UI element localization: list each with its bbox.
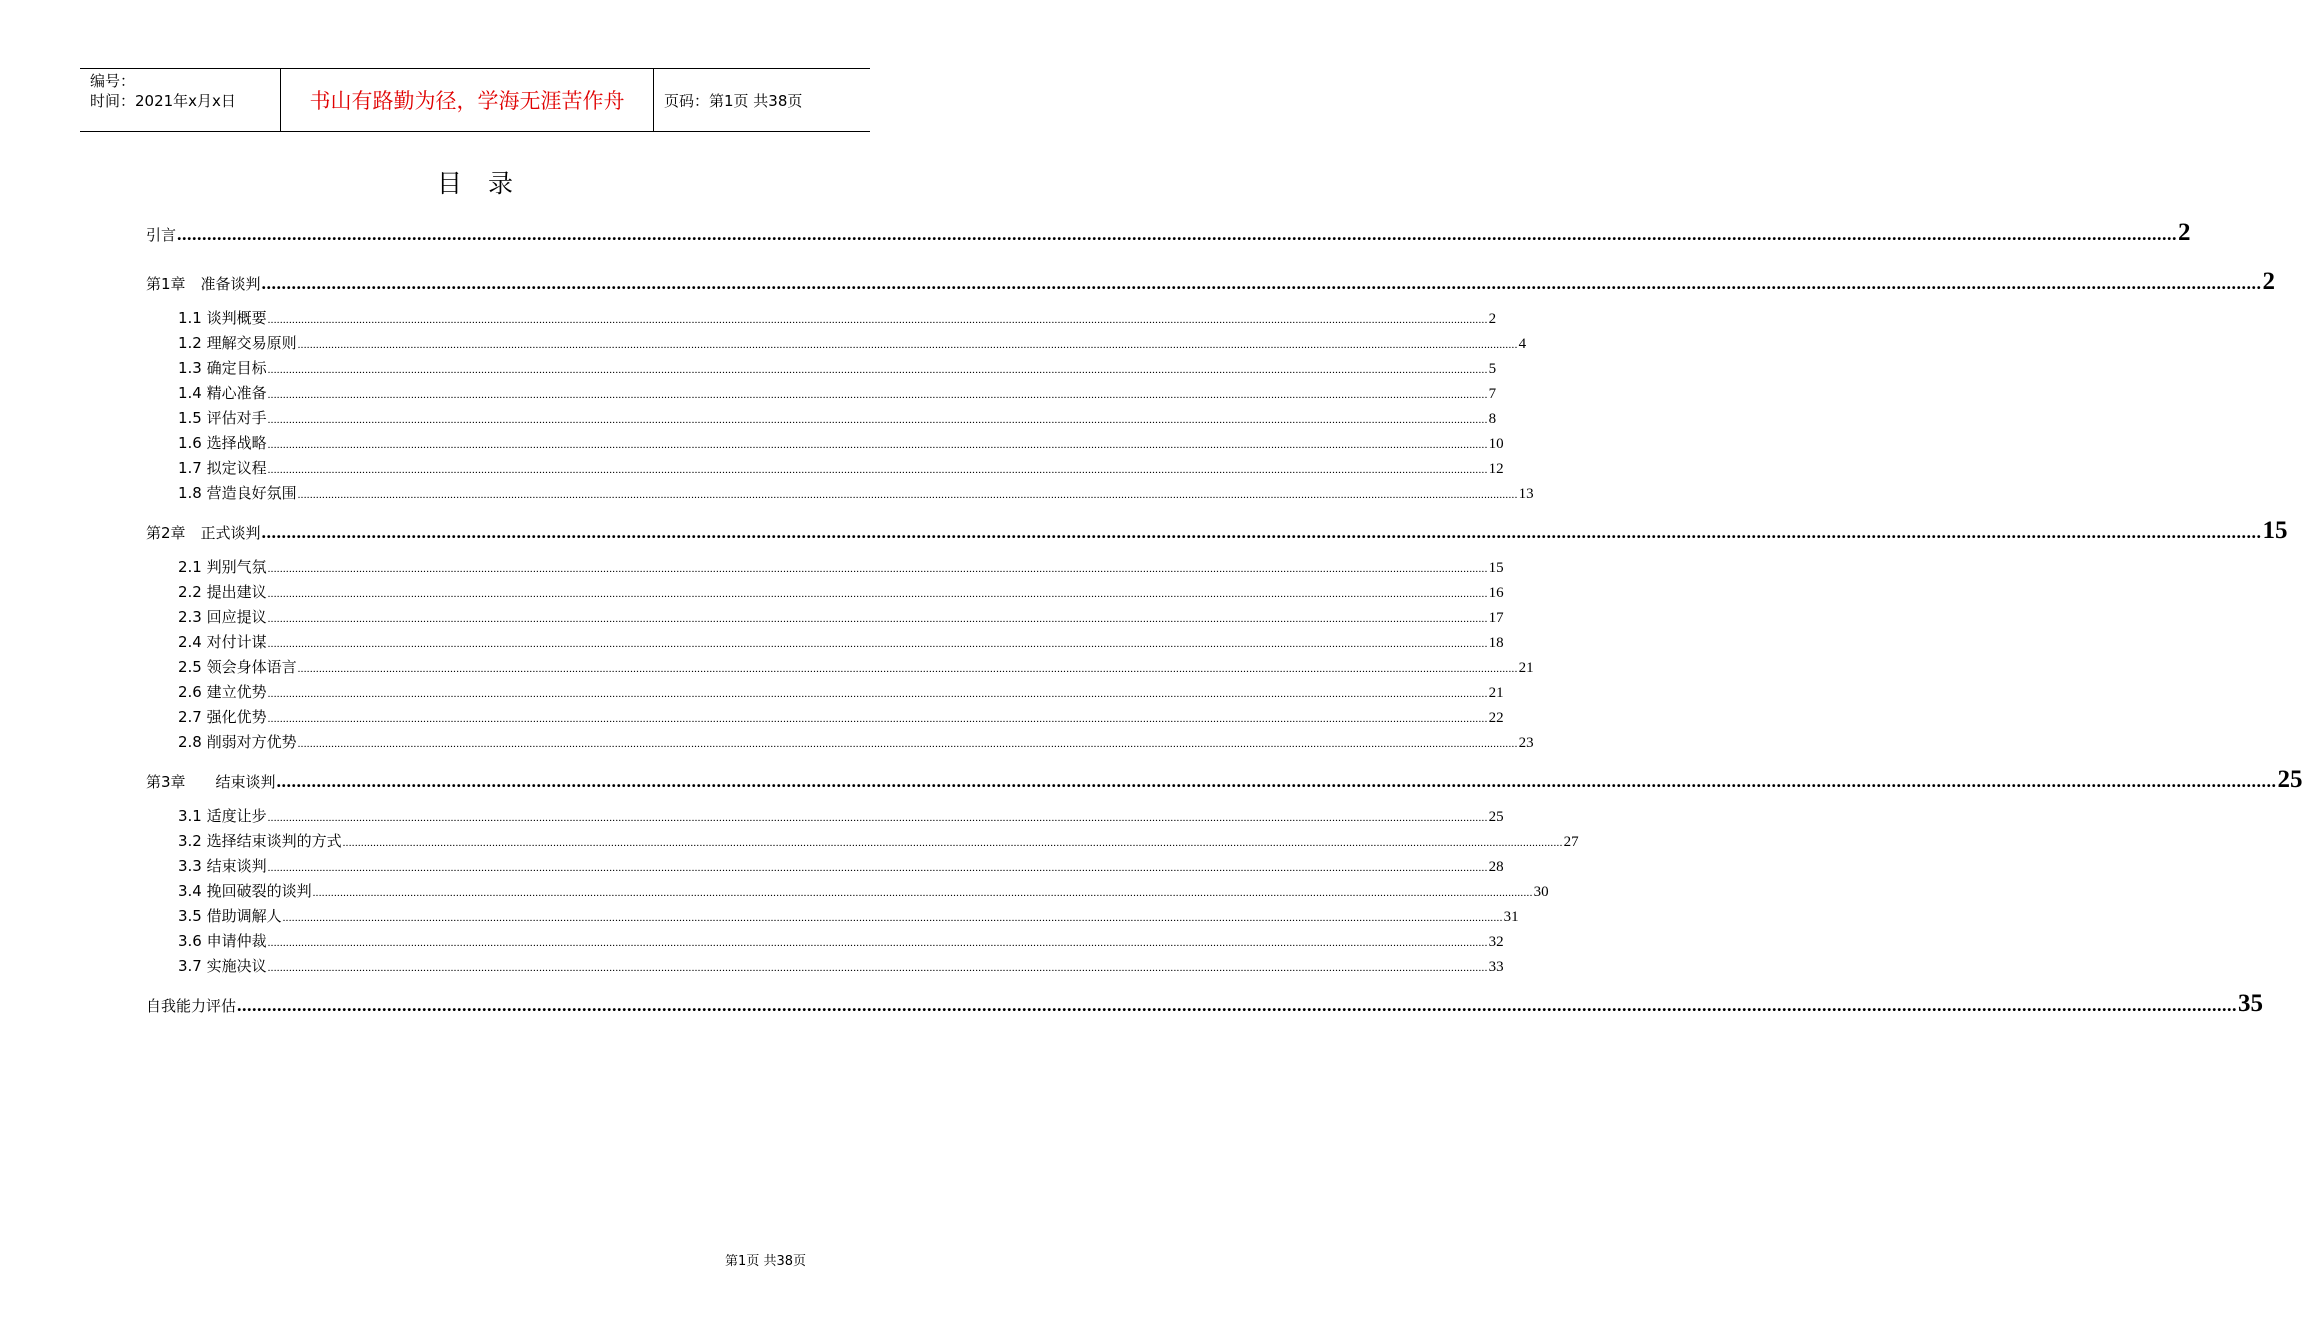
toc-entry-page: 25 xyxy=(1488,809,1504,825)
header-meta xyxy=(80,69,281,131)
toc-leader-dots: ................................................................................................................................................................................................................................................................................................................................................................................................................ xyxy=(297,489,1518,501)
toc-entry-label: 3.3 结束谈判 xyxy=(178,857,267,875)
toc-entry-page: 2 xyxy=(2178,219,2191,246)
toc-entry-page: 17 xyxy=(1488,610,1504,626)
toc-section-entry[interactable] xyxy=(178,307,1497,328)
toc-entry-page: 13 xyxy=(1518,486,1534,502)
toc-entry-label: 第3章 结束谈判 xyxy=(146,773,276,791)
toc-entry-page: 15 xyxy=(2262,517,2288,544)
toc-section-entry[interactable] xyxy=(178,606,1504,627)
toc-leader-dots: ................................................................................................................................................................................................................................................................................................................................................................................................................ xyxy=(282,912,1503,924)
toc-entry-page: 31 xyxy=(1503,909,1519,925)
toc-entry-label: 3.5 借助调解人 xyxy=(178,907,282,925)
toc-leader-dots: ................................................................................................................................................................................................................................................................................................................................................................................................................ xyxy=(267,812,1488,824)
toc-entry-page: 15 xyxy=(1488,560,1504,576)
toc-entry-page: 8 xyxy=(1488,411,1497,427)
toc-entry-page: 21 xyxy=(1518,660,1534,676)
toc-section-entry[interactable] xyxy=(178,457,1504,478)
toc-leader-dots: ................................................................................................................................................................................................................................................................................................................................................................................................................ xyxy=(297,738,1518,750)
toc-entry-page: 4 xyxy=(1518,336,1527,352)
toc-entry-page: 30 xyxy=(1533,884,1549,900)
toc-leader-dots: ................................................................................................................................................................................................................................................................................................................................................................................................................ xyxy=(267,613,1488,625)
toc-entry-label: 1.3 确定目标 xyxy=(178,359,267,377)
page-header xyxy=(80,68,870,132)
toc-leader-dots: ................................................................................................................................................................................................................................................................................................................................................................................................................ xyxy=(267,688,1488,700)
toc-leader-dots: ................................................................................................................................................................................................................................................................................................................................................................................................................ xyxy=(267,588,1488,600)
toc-section-entry[interactable] xyxy=(178,357,1497,378)
toc-section-entry[interactable] xyxy=(178,581,1504,602)
toc-entry-page: 7 xyxy=(1488,386,1497,402)
toc-leader-dots: ................................................................................................................................................................................................................................................................................................................................................................................................................ xyxy=(237,995,2238,1015)
toc-section-entry[interactable] xyxy=(178,830,1579,851)
toc-leader-dots: ................................................................................................................................................................................................................................................................................................................................................................................................................ xyxy=(267,414,1488,426)
toc-entry-label: 1.2 理解交易原则 xyxy=(178,334,297,352)
toc-entry-label: 2.7 强化优势 xyxy=(178,708,267,726)
toc-leader-dots: ................................................................................................................................................................................................................................................................................................................................................................................................................ xyxy=(342,837,1563,849)
toc-chapter-entry[interactable] xyxy=(146,268,2276,296)
toc-entry-page: 2 xyxy=(1488,311,1497,327)
toc-entry-page: 12 xyxy=(1488,461,1504,477)
toc-entry-label: 2.1 判别气氛 xyxy=(178,558,267,576)
header-page-info: 页码：第1页 共38页 xyxy=(664,91,803,110)
toc-leader-dots: ................................................................................................................................................................................................................................................................................................................................................................................................................ xyxy=(267,563,1488,575)
toc-leader-dots: ................................................................................................................................................................................................................................................................................................................................................................................................................ xyxy=(261,522,2262,542)
toc-section-entry[interactable] xyxy=(178,930,1504,951)
toc-section-entry[interactable] xyxy=(178,880,1549,901)
toc-leader-dots: ................................................................................................................................................................................................................................................................................................................................................................................................................ xyxy=(267,364,1488,376)
toc-entry-page: 18 xyxy=(1488,635,1504,651)
toc-section-entry[interactable] xyxy=(178,855,1504,876)
toc-chapter-entry[interactable] xyxy=(146,766,2303,794)
toc-entry-page: 16 xyxy=(1488,585,1504,601)
toc-section-entry[interactable] xyxy=(178,631,1504,652)
toc-chapter-entry[interactable] xyxy=(146,990,2264,1018)
toc-entry-label: 第1章 准备谈判 xyxy=(146,275,261,293)
toc-section-entry[interactable] xyxy=(178,681,1504,702)
toc-section-entry[interactable] xyxy=(178,731,1534,752)
toc-entry-label: 3.2 选择结束谈判的方式 xyxy=(178,832,342,850)
toc-leader-dots: ................................................................................................................................................................................................................................................................................................................................................................................................................ xyxy=(267,713,1488,725)
toc-section-entry[interactable] xyxy=(178,407,1497,428)
toc-section-entry[interactable] xyxy=(178,556,1504,577)
toc-leader-dots: ................................................................................................................................................................................................................................................................................................................................................................................................................ xyxy=(297,339,1518,351)
toc-section-entry[interactable] xyxy=(178,332,1527,353)
toc-entry-label: 引言 xyxy=(146,226,177,244)
toc-entry-label: 1.7 拟定议程 xyxy=(178,459,267,477)
toc-entry-label: 3.7 实施决议 xyxy=(178,957,267,975)
toc-leader-dots: ................................................................................................................................................................................................................................................................................................................................................................................................................ xyxy=(177,224,2178,244)
toc-section-entry[interactable] xyxy=(178,905,1519,926)
toc-section-entry[interactable] xyxy=(178,432,1504,453)
toc-entry-page: 2 xyxy=(2262,268,2276,295)
toc-entry-page: 5 xyxy=(1488,361,1497,377)
toc-entry-label: 2.5 领会身体语言 xyxy=(178,658,297,676)
toc-entry-label: 1.5 评估对手 xyxy=(178,409,267,427)
document-time-label: 时间：2021年x月x日 xyxy=(90,92,236,110)
toc-chapter-entry[interactable] xyxy=(146,517,2288,545)
toc-section-entry[interactable] xyxy=(178,805,1504,826)
toc-entry-label: 1.6 选择战略 xyxy=(178,434,267,452)
toc-section-entry[interactable] xyxy=(178,955,1504,976)
toc-entry-label: 3.6 申请仲裁 xyxy=(178,932,267,950)
toc-entry-page: 25 xyxy=(2277,766,2303,793)
page-footer: 第1页 共38页 xyxy=(725,1254,806,1269)
toc-leader-dots: ................................................................................................................................................................................................................................................................................................................................................................................................................ xyxy=(276,771,2277,791)
toc-section-entry[interactable] xyxy=(178,706,1504,727)
toc-entry-page: 21 xyxy=(1488,685,1504,701)
toc-entry-label: 1.1 谈判概要 xyxy=(178,309,267,327)
toc-chapter-entry[interactable] xyxy=(146,219,2191,247)
toc-leader-dots: ................................................................................................................................................................................................................................................................................................................................................................................................................ xyxy=(267,962,1488,974)
toc-entry-page: 22 xyxy=(1488,710,1504,726)
toc-entry-label: 1.4 精心准备 xyxy=(178,384,267,402)
header-motto: 书山有路勤为径，学海无涯苦作舟 xyxy=(281,69,654,131)
toc-entry-page: 35 xyxy=(2238,990,2264,1017)
toc-entry-label: 3.4 挽回破裂的谈判 xyxy=(178,882,312,900)
toc-leader-dots: ................................................................................................................................................................................................................................................................................................................................................................................................................ xyxy=(267,389,1488,401)
toc-entry-label: 第2章 正式谈判 xyxy=(146,524,261,542)
toc-entry-page: 23 xyxy=(1518,735,1534,751)
toc-entry-page: 33 xyxy=(1488,959,1504,975)
toc-entry-label: 2.6 建立优势 xyxy=(178,683,267,701)
document-number-label: 编号： xyxy=(90,72,136,90)
toc-leader-dots: ................................................................................................................................................................................................................................................................................................................................................................................................................ xyxy=(297,663,1518,675)
toc-entry-page: 32 xyxy=(1488,934,1504,950)
toc-section-entry[interactable] xyxy=(178,482,1534,503)
toc-leader-dots: ................................................................................................................................................................................................................................................................................................................................................................................................................ xyxy=(312,887,1533,899)
toc-leader-dots: ................................................................................................................................................................................................................................................................................................................................................................................................................ xyxy=(267,464,1488,476)
toc-leader-dots: ................................................................................................................................................................................................................................................................................................................................................................................................................ xyxy=(267,314,1488,326)
toc-leader-dots: ................................................................................................................................................................................................................................................................................................................................................................................................................ xyxy=(267,439,1488,451)
toc-leader-dots: ................................................................................................................................................................................................................................................................................................................................................................................................................ xyxy=(267,862,1488,874)
toc-entry-page: 28 xyxy=(1488,859,1504,875)
toc-entry-label: 2.3 回应提议 xyxy=(178,608,267,626)
toc-entry-label: 1.8 营造良好氛围 xyxy=(178,484,297,502)
toc-leader-dots: ................................................................................................................................................................................................................................................................................................................................................................................................................ xyxy=(261,273,2262,293)
toc-leader-dots: ................................................................................................................................................................................................................................................................................................................................................................................................................ xyxy=(267,937,1488,949)
toc-entry-label: 2.4 对付计谋 xyxy=(178,633,267,651)
toc-leader-dots: ................................................................................................................................................................................................................................................................................................................................................................................................................ xyxy=(267,638,1488,650)
toc-entry-label: 2.8 削弱对方优势 xyxy=(178,733,297,751)
toc-title: 目录 xyxy=(436,169,539,198)
toc-section-entry[interactable] xyxy=(178,382,1497,403)
toc-entry-label: 2.2 提出建议 xyxy=(178,583,267,601)
toc-entry-label: 自我能力评估 xyxy=(146,997,237,1015)
toc-entry-page: 10 xyxy=(1488,436,1504,452)
toc-section-entry[interactable] xyxy=(178,656,1534,677)
toc-entry-label: 3.1 适度让步 xyxy=(178,807,267,825)
toc-entry-page: 27 xyxy=(1563,834,1579,850)
